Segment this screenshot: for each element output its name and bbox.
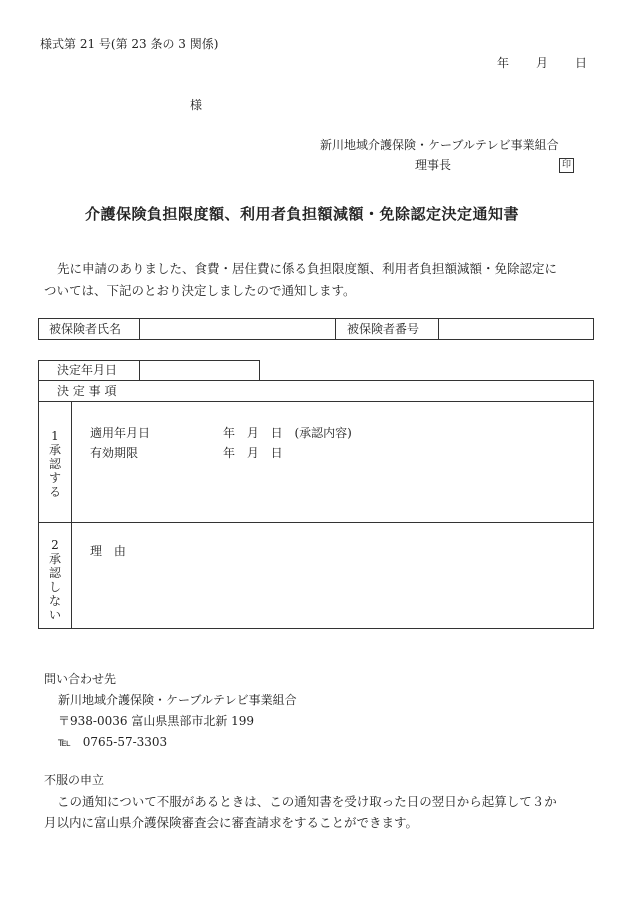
intro-line-2: ついては、下記のとおり決定しましたので通知します。 <box>44 283 356 298</box>
decision-date-field[interactable] <box>140 361 259 380</box>
insured-name-field[interactable] <box>140 319 335 339</box>
appeal-line-2: 月以内に富山県介護保険審査会に審査請求をすることができます。 <box>44 815 419 830</box>
insured-name-label: 被保険者氏名 <box>49 322 122 336</box>
contact-org: 新川地域介護保険・ケーブルテレビ事業組合 <box>58 693 297 707</box>
applicable-date-label: 適用年月日 <box>90 426 151 440</box>
applicable-date-value: 年 月 日 (承認内容) <box>223 426 352 440</box>
contact-tel-number: 0765-57-3303 <box>82 735 168 749</box>
contact-tel <box>58 734 167 750</box>
approve-section-label: 1承認する <box>48 429 61 499</box>
insured-info-table <box>38 318 594 340</box>
divider <box>39 522 593 523</box>
insured-number-field[interactable] <box>439 319 593 339</box>
valid-period-value: 年 月 日 <box>223 446 283 460</box>
appeal-line-1: この通知について不服があるときは、この通知書を受け取った日の翌日から起算して３か <box>57 794 557 809</box>
phone-icon: ℡ <box>58 735 71 749</box>
divider <box>71 401 72 628</box>
contact-heading: 問い合わせ先 <box>44 672 117 686</box>
appeal-heading: 不服の申立 <box>44 773 105 787</box>
issuer-org: 新川地域介護保険・ケーブルテレビ事業組合 <box>320 138 559 152</box>
date-month-label: 月 <box>536 56 549 70</box>
decision-items-table <box>38 380 594 629</box>
decision-date-table <box>38 360 260 381</box>
valid-period-label: 有効期限 <box>90 446 139 460</box>
reason-label: 理 由 <box>90 544 126 558</box>
date-day-label: 日 <box>575 56 588 70</box>
decision-items-header: 決 定 事 項 <box>57 384 117 398</box>
intro-line-1: 先に申請のありました、食費・居住費に係る負担限度額、利用者負担額減額・免除認定に <box>57 261 558 276</box>
form-number: 様式第 21 号(第 23 条の 3 関係) <box>40 37 219 51</box>
seal-mark: 印 <box>559 158 574 173</box>
document-title: 介護保険負担限度額、利用者負担額減額・免除認定決定通知書 <box>85 205 520 223</box>
reject-section-label: 2承認しない <box>48 538 61 622</box>
date-year-label: 年 <box>497 56 510 70</box>
contact-address: 〒938-0036 富山県黒部市北新 199 <box>58 714 255 728</box>
divider <box>335 319 336 339</box>
divider <box>39 401 593 402</box>
addressee-suffix: 様 <box>190 98 203 112</box>
decision-date-label: 決定年月日 <box>57 363 118 377</box>
insured-number-label: 被保険者番号 <box>347 322 420 336</box>
issuer-title: 理事長 <box>415 158 452 172</box>
